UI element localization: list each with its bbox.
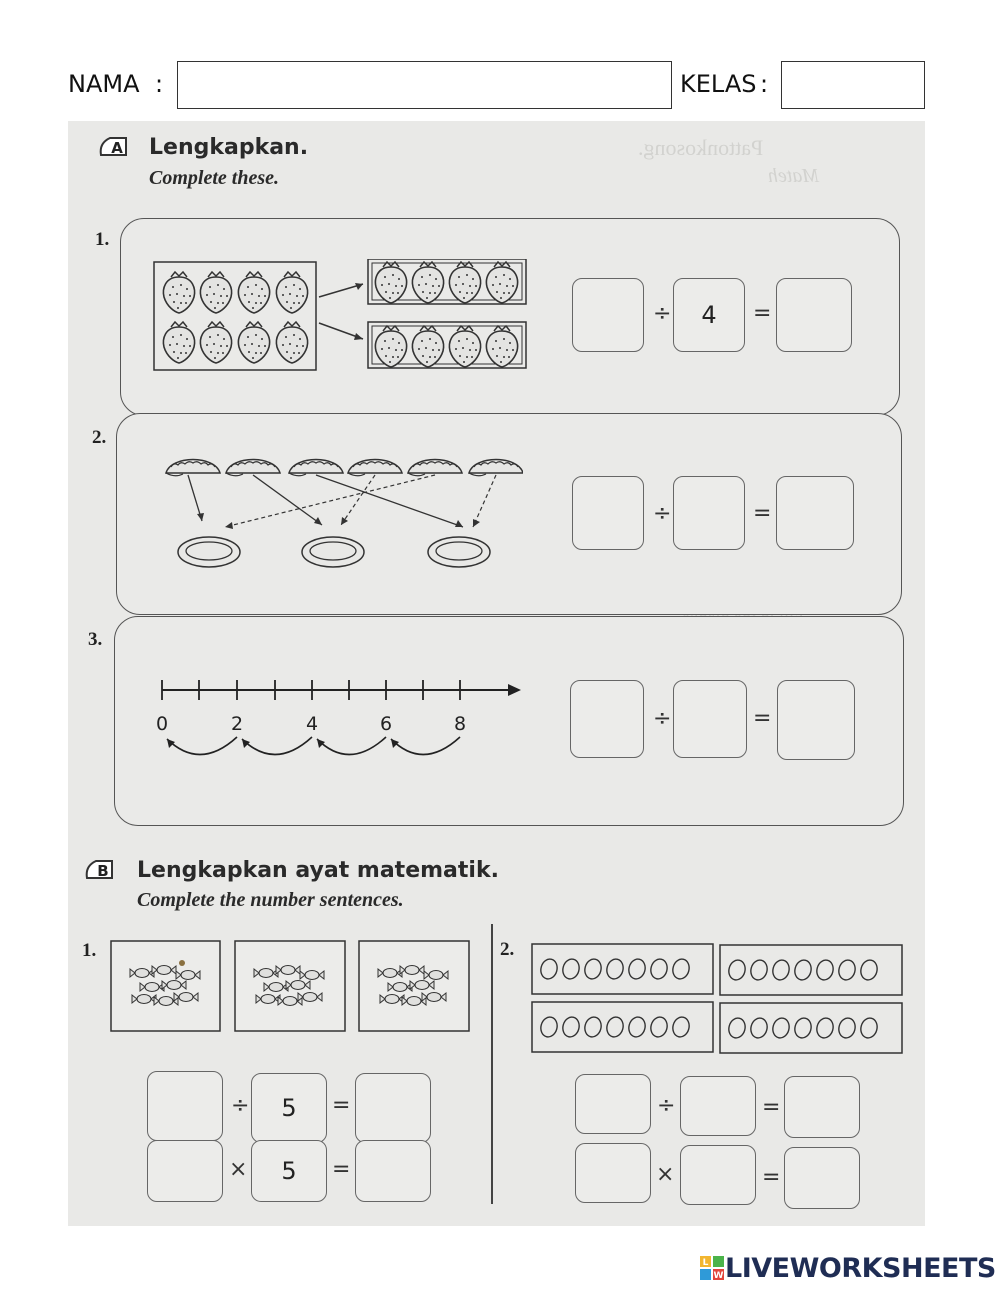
svg-text:B: B — [97, 862, 109, 880]
svg-text:L: L — [702, 1258, 709, 1268]
question-a3-equals-sign: = — [753, 706, 772, 731]
section-a-title: Lengkapkan. — [149, 135, 309, 160]
question-b2-row2-box2[interactable] — [680, 1145, 756, 1205]
question-a2-dividend-input[interactable] — [576, 498, 640, 528]
number-line-tick-0: 0 — [155, 713, 169, 735]
question-a3-dividend-box[interactable] — [570, 680, 644, 758]
question-a2-equals-sign: = — [753, 501, 772, 526]
question-a2-dividend-box[interactable] — [572, 476, 644, 550]
strawberries-illustration — [153, 259, 533, 383]
question-b2-row1-divide-sign: ÷ — [657, 1093, 676, 1118]
question-b2-row2-equals-sign: = — [762, 1165, 781, 1190]
question-a1-quotient-box[interactable] — [776, 278, 852, 352]
question-a3-number: 3. — [88, 629, 103, 650]
name-colon: : — [155, 70, 164, 98]
ghost-text-2: Mateh — [768, 165, 820, 187]
name-input[interactable] — [178, 62, 671, 108]
question-b1-row1-box3[interactable] — [355, 1073, 431, 1143]
question-a1-dividend-input[interactable] — [576, 300, 640, 330]
question-a3-dividend-input[interactable] — [575, 704, 639, 734]
question-a1-number: 1. — [95, 229, 110, 250]
question-b1-row1-input3[interactable] — [361, 1093, 425, 1123]
class-field-box — [781, 61, 925, 109]
question-b2-row1-box1[interactable] — [575, 1074, 651, 1134]
question-a3-divisor-box[interactable] — [673, 680, 747, 758]
section-a-badge-icon — [98, 135, 128, 159]
question-b1-row1-box2: 5 — [251, 1073, 327, 1143]
question-b1-row2-equals-sign: = — [332, 1157, 351, 1182]
question-a2-divisor-box[interactable] — [673, 476, 745, 550]
question-b1-row2-box1[interactable] — [147, 1140, 223, 1202]
question-b1-row2-box3[interactable] — [355, 1140, 431, 1202]
question-a3-quotient-input[interactable] — [784, 705, 848, 735]
question-b2-row2-input2[interactable] — [686, 1160, 750, 1190]
question-a3-quotient-box[interactable] — [777, 680, 855, 760]
number-line-tick-6: 6 — [379, 713, 393, 735]
question-b1-row2-input3[interactable] — [361, 1156, 425, 1186]
number-line-tick-4: 4 — [305, 713, 319, 735]
question-a2-quotient-box[interactable] — [776, 476, 854, 550]
question-b2-row2-box1[interactable] — [575, 1143, 651, 1203]
question-b1-row2-box2: 5 — [251, 1140, 327, 1202]
section-b-subtitle: Complete the number sentences. — [137, 889, 404, 911]
question-b1-row1-box1[interactable] — [147, 1071, 223, 1141]
question-b1-row1-divide-sign: ÷ — [231, 1093, 250, 1118]
question-a2-divisor-input[interactable] — [677, 498, 741, 528]
question-b2-row2-input3[interactable] — [790, 1163, 854, 1193]
question-b2-row1-input1[interactable] — [581, 1089, 645, 1119]
question-a2-quotient-input[interactable] — [783, 498, 847, 528]
svg-text:A: A — [111, 139, 123, 157]
number-line-illustration — [153, 671, 533, 771]
class-colon: : — [760, 70, 769, 98]
eggs-illustration — [531, 941, 909, 1056]
question-b2-row1-input2[interactable] — [686, 1091, 750, 1121]
question-a3-divisor-input[interactable] — [678, 704, 742, 734]
liveworksheets-logo — [699, 1253, 996, 1283]
question-b2-row2-input1[interactable] — [581, 1158, 645, 1188]
question-a3-divide-sign: ÷ — [653, 706, 672, 731]
question-b1-number: 1. — [82, 940, 97, 961]
question-b1-row1-input1[interactable] — [153, 1091, 217, 1121]
candies-illustration — [110, 939, 472, 1033]
question-a1-divisor-box: 4 — [673, 278, 745, 352]
liveworksheets-brand-text: LIVEWORKSHEETS — [725, 1252, 996, 1284]
question-b2-row1-box2[interactable] — [680, 1076, 756, 1136]
liveworksheets-logo-icon — [699, 1255, 725, 1281]
question-b1-row2-input1[interactable] — [153, 1156, 217, 1186]
question-a1-equals-sign: = — [753, 301, 772, 326]
section-b-title: Lengkapkan ayat matematik. — [137, 858, 499, 883]
class-label: KELAS — [680, 70, 757, 98]
worksheet-photo — [68, 121, 925, 1226]
question-a1-quotient-input[interactable] — [782, 300, 846, 330]
number-line-tick-8: 8 — [453, 713, 467, 735]
svg-text:W: W — [713, 1271, 724, 1281]
question-b1-row2-times-sign: × — [229, 1157, 248, 1182]
class-input[interactable] — [782, 62, 924, 108]
question-b2-row1-input3[interactable] — [790, 1092, 854, 1122]
question-b2-row1-equals-sign: = — [762, 1095, 781, 1120]
section-b-badge-icon — [84, 858, 114, 882]
number-line-tick-2: 2 — [230, 713, 244, 735]
section-a-subtitle: Complete these. — [149, 167, 279, 189]
question-a1-divide-sign: ÷ — [653, 301, 672, 326]
question-b2-row2-times-sign: × — [656, 1162, 675, 1187]
section-b-divider — [491, 924, 493, 1204]
question-a2-number: 2. — [92, 427, 107, 448]
name-field-box — [177, 61, 672, 109]
question-b2-row1-box3[interactable] — [784, 1076, 860, 1138]
question-a1-dividend-box[interactable] — [572, 278, 644, 352]
name-label: NAMA — [68, 70, 140, 98]
dumplings-and-plates-illustration — [153, 451, 523, 581]
question-a2-divide-sign: ÷ — [653, 501, 672, 526]
question-b2-row2-box3[interactable] — [784, 1147, 860, 1209]
ghost-text-1: Pattonkosong. — [638, 135, 764, 160]
question-b1-row1-equals-sign: = — [332, 1093, 351, 1118]
question-b2-number: 2. — [500, 939, 515, 960]
